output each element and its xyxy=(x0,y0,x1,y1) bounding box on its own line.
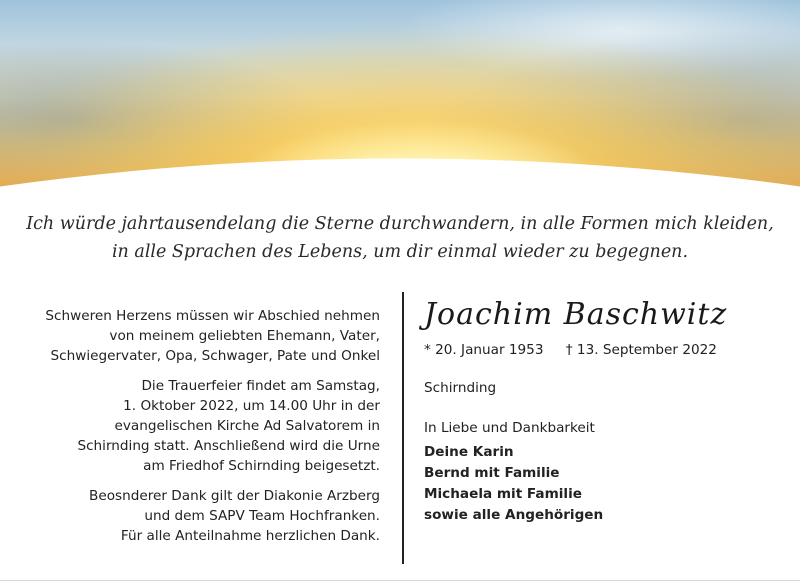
farewell-line: Schwiegervater, Opa, Schwager, Pate und Onkel xyxy=(50,348,380,364)
quote-line-2: in alle Sprachen des Lebens, um dir einmal wieder zu begegnen. xyxy=(111,242,689,262)
ceremony-line: evangelischen Kirche Ad Salvatorem in xyxy=(114,418,380,434)
thanks-line: Beosnderer Dank gilt der Diakonie Arzberg xyxy=(89,488,380,504)
signers-intro: In Liebe und Dankbarkeit xyxy=(424,420,595,436)
farewell-line: von meinem geliebten Ehemann, Vater, xyxy=(109,328,380,344)
bottom-rule xyxy=(0,580,800,581)
thanks-paragraph xyxy=(20,486,380,546)
ceremony-paragraph xyxy=(20,376,380,476)
signer: Michaela mit Familie xyxy=(424,486,582,502)
signers-list xyxy=(424,442,784,526)
quote-line-1: Ich würde jahrtausendelang die Sterne durchwandern, in alle Formen mich kleiden, xyxy=(26,214,774,234)
left-column xyxy=(20,306,380,556)
signer: Bernd mit Familie xyxy=(424,465,560,481)
death-date: † 13. September 2022 xyxy=(565,342,717,358)
ceremony-line: am Friedhof Schirnding beigesetzt. xyxy=(143,458,380,474)
thanks-line: und dem SAPV Team Hochfranken. xyxy=(144,508,380,524)
residence: Schirnding xyxy=(424,380,497,396)
farewell-paragraph xyxy=(20,306,380,366)
ceremony-line: Schirnding statt. Anschließend wird die Urne xyxy=(77,438,380,454)
thanks-line: Für alle Anteilnahme herzlichen Dank. xyxy=(120,528,380,544)
sunset-header-image xyxy=(0,0,800,205)
farewell-line: Schweren Herzens müssen wir Abschied nehmen xyxy=(45,308,380,324)
column-divider xyxy=(402,292,404,564)
birth-date: * 20. Januar 1953 xyxy=(424,342,544,358)
signer: sowie alle Angehörigen xyxy=(424,507,604,523)
signer: Deine Karin xyxy=(424,444,514,460)
quote xyxy=(0,210,800,266)
life-dates xyxy=(424,340,784,360)
ceremony-line: Die Trauerfeier findet am Samstag, xyxy=(141,378,380,394)
ceremony-line: 1. Oktober 2022, um 14.00 Uhr in der xyxy=(123,398,380,414)
deceased-name: Joachim Baschwitz xyxy=(424,297,728,332)
header-arc xyxy=(0,150,800,205)
right-column xyxy=(424,292,784,526)
